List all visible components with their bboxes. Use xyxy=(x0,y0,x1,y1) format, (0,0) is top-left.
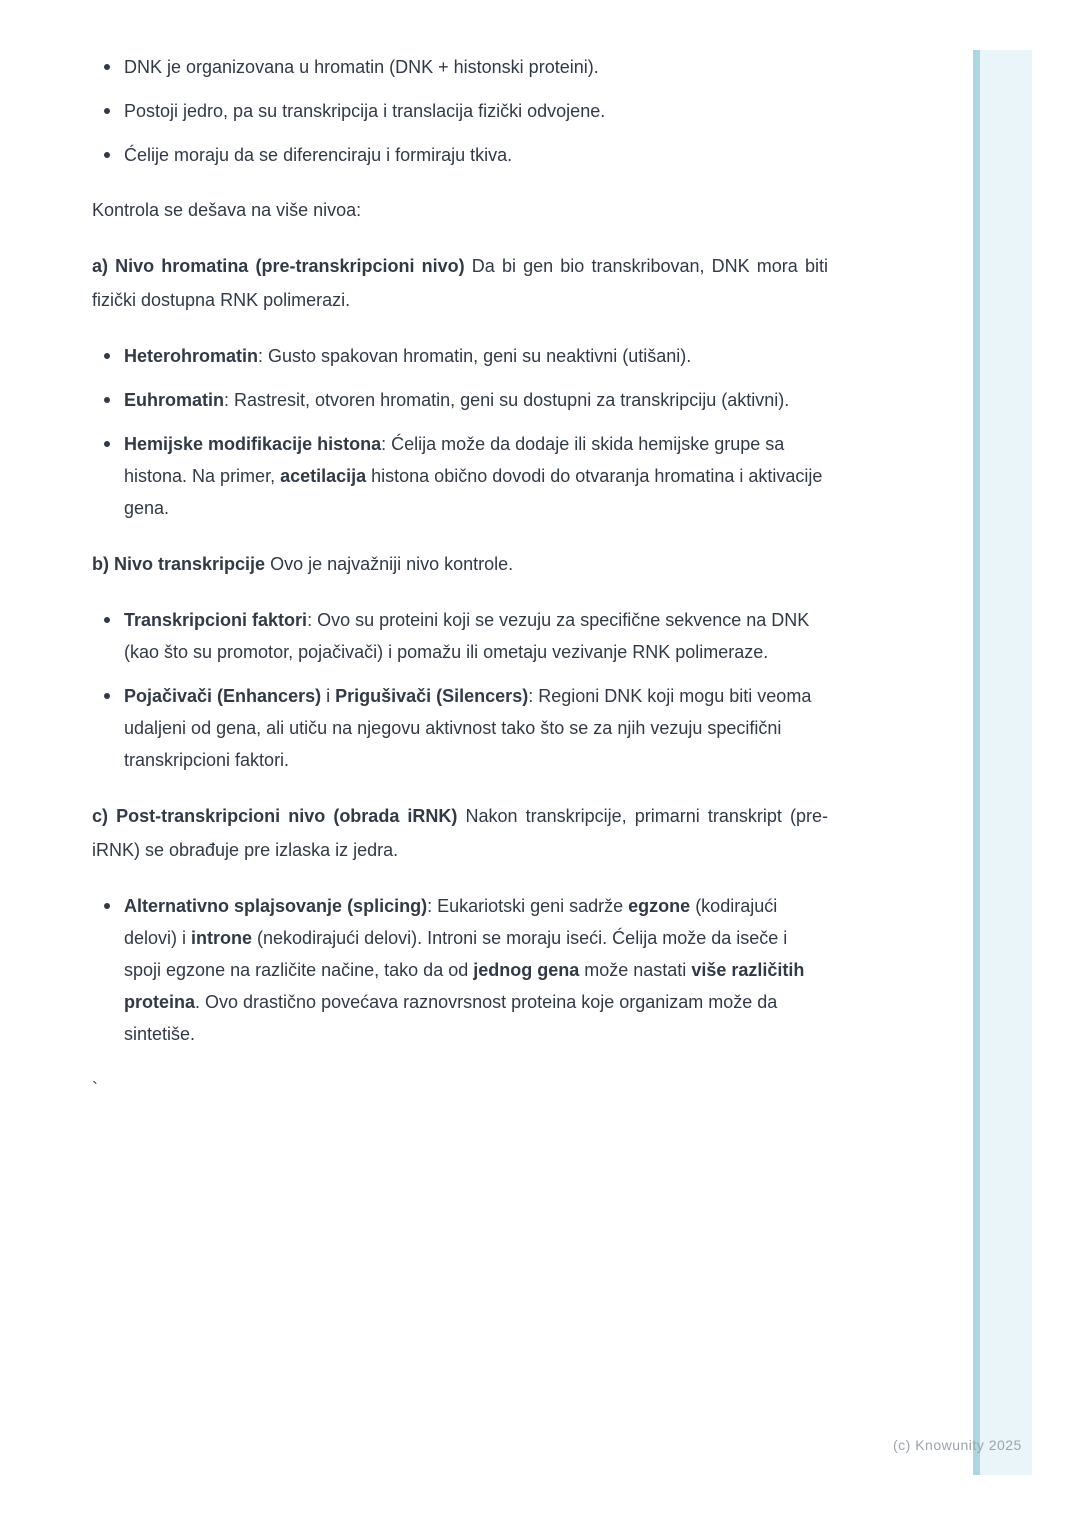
bullet-text: Hemijske modifikacije histona: Ćelija može da dodaje ili skida hemijske grupe sa histona. Na primer, acetilacija histona obično dovodi do otvaranja hromatina i aktivacije gena. xyxy=(124,434,823,518)
document-content xyxy=(92,36,828,1128)
bullet-text: Pojačivači (Enhancers) i Prigušivači (Silencers): Regioni DNK koji mogu biti veoma udaljeni od gena, ali utiču na njegovu aktivnost tako što se za njih vezuju specifični transkripcioni faktori. xyxy=(124,686,812,770)
list-item xyxy=(124,139,828,171)
bullet-text: Ćelije moraju da se diferenciraju i formiraju tkiva. xyxy=(124,145,513,165)
bullet-dot-icon xyxy=(104,441,110,447)
list-item xyxy=(124,604,828,668)
section-a-bullet-list xyxy=(92,340,828,524)
list-item xyxy=(124,51,828,83)
bullet-dot-icon xyxy=(104,693,110,699)
section-c-bullet-list xyxy=(92,890,828,1050)
intro-bullet-list xyxy=(92,51,828,171)
bullet-dot-icon xyxy=(104,108,110,114)
section-c-heading: c) Post-transkripcioni nivo (obrada iRNK) Nakon transkripcije, primarni transkript (pre-iRNK) se obrađuje pre izlaska iz jedra. xyxy=(92,806,828,860)
bullet-text: Euhromatin: Rastresit, otvoren hromatin, geni su dostupni za transkripciju (aktivni). xyxy=(124,390,790,410)
bullet-dot-icon xyxy=(104,397,110,403)
bullet-text: DNK je organizovana u hromatin (DNK + histonski proteini). xyxy=(124,57,599,77)
list-item xyxy=(124,428,828,524)
bullet-dot-icon xyxy=(104,903,110,909)
bullet-text: Postoji jedro, pa su transkripcija i translacija fizički odvojene. xyxy=(124,101,606,121)
bullet-text: Alternativno splajsovanje (splicing): Eukariotski geni sadrže egzone (kodirajući delovi) i introne (nekodirajući delovi). Introni se moraju iseći. Ćelija može da iseče i spoji egzone na različite načine, tako da od jednog gena može nastati više različitih proteina. Ovo drastično povećava raznovrsnost proteina koje organizam može da sintetiše. xyxy=(124,896,805,1044)
accent-stripe-line xyxy=(973,50,980,1475)
section-b-heading: b) Nivo transkripcije Ovo je najvažniji nivo kontrole. xyxy=(92,554,514,574)
list-item xyxy=(124,680,828,776)
paragraph-control-intro: Kontrola se dešava na više nivoa: xyxy=(92,200,362,220)
bullet-dot-icon xyxy=(104,152,110,158)
section-a-heading: a) Nivo hromatina (pre-transkripcioni nivo) Da bi gen bio transkribovan, DNK mora biti fizički dostupna RNK polimerazi. xyxy=(92,256,828,310)
accent-stripe-panel xyxy=(980,50,1032,1475)
bullet-text: Heterohromatin: Gusto spakovan hromatin, geni su neaktivni (utišani). xyxy=(124,346,692,366)
bullet-dot-icon xyxy=(104,617,110,623)
list-item xyxy=(124,384,828,416)
bullet-text: Transkripcioni faktori: Ovo su proteini koji se vezuju za specifične sekvence na DNK (kao što su promotor, pojačivači) i pomažu ili ometaju vezivanje RNK polimeraze. xyxy=(124,610,810,662)
list-item xyxy=(124,95,828,127)
bullet-dot-icon xyxy=(104,353,110,359)
list-item xyxy=(124,340,828,372)
copyright-watermark: (c) Knowunity 2025 xyxy=(893,1437,1022,1453)
section-b-bullet-list xyxy=(92,604,828,776)
trailing-character: ` xyxy=(92,1079,98,1099)
bullet-dot-icon xyxy=(104,64,110,70)
list-item xyxy=(124,890,828,1050)
